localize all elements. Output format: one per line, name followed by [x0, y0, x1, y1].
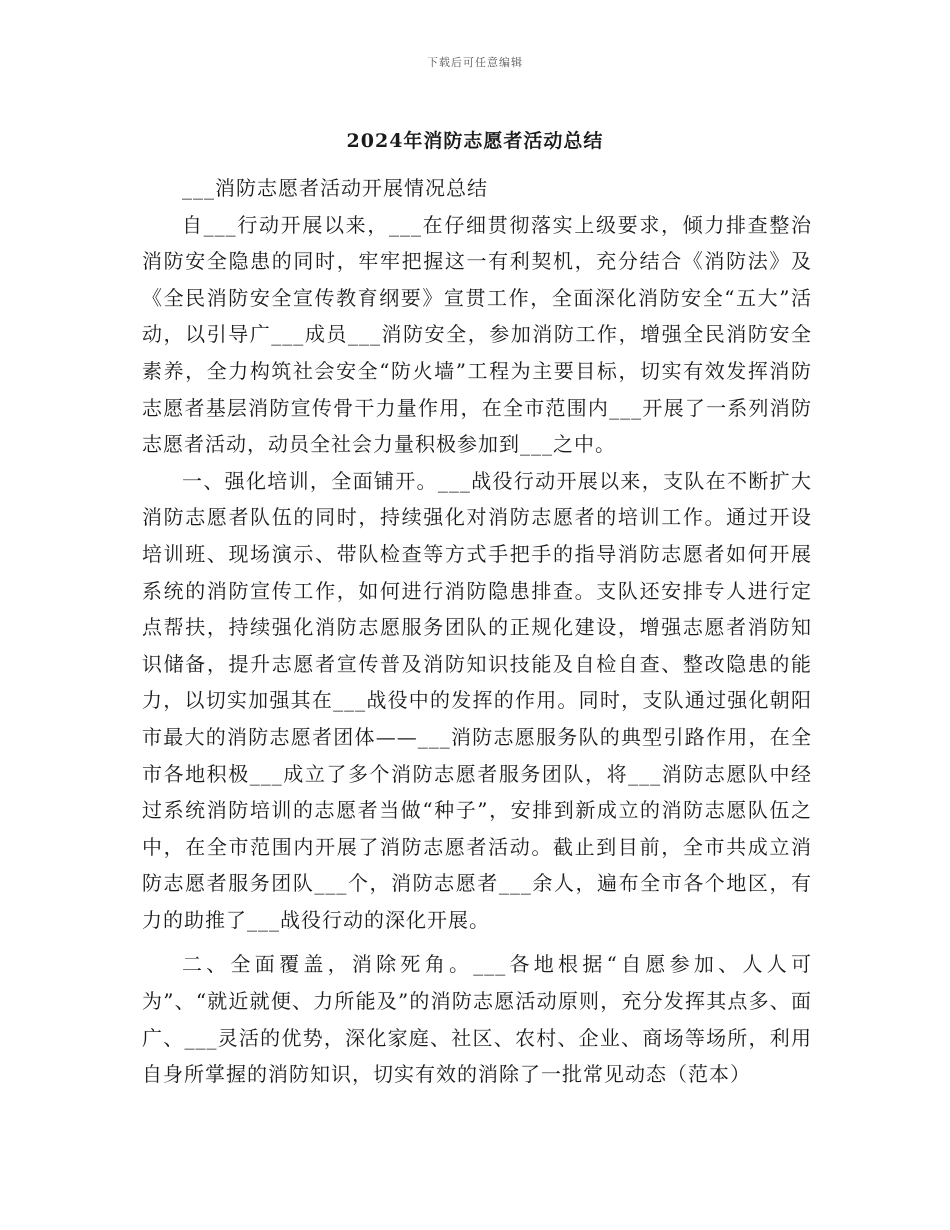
paragraph-section-two: 二、全面覆盖，消除死角。___各地根据“自愿参加、人人可为”、“就近就便、力所能及”的消防志愿活动原则，充分发挥其点多、面广、___灵活的优势，深化家庭、社区、农村、企业、商场等场所，利用自身所掌握的消防知识，切实有效的消除了一批常见动态（范本） [142, 952, 812, 1087]
document-title: 2024年消防志愿者活动总结 [346, 130, 604, 152]
document-subtitle: ___消防志愿者活动开展情况总结 [182, 176, 488, 200]
paragraph-intro: 自___行动开展以来，___在仔细贯彻落实上级要求，倾力排查整治消防安全隐患的同时，牢牢把握这一有利契机，充分结合《消防法》及《全民消防安全宣传教育纲要》宣贯工作，全面深化消防安全“五大”活动，以引导广___成员___消防安全，参加消防工作，增强全民消防安全素养，全力构筑社会安全“防火墙”工程为主要目标，切实有效发挥消防志愿者基层消防宣传骨干力量作用，在全市范围内___开展了一系列消防志愿者活动，动员全社会力量积极参加到___之中。 [142, 212, 812, 457]
page-header-note: 下载后可任意编辑 [427, 56, 523, 69]
document-body [142, 170, 812, 1093]
paragraph-section-one: 一、强化培训，全面铺开。___战役行动开展以来，支队在不断扩大消防志愿者队伍的同时，持续强化对消防志愿者的培训工作。通过开设培训班、现场演示、带队检查等方式手把手的指导消防志愿者如何开展系统的消防宣传工作，如何进行消防隐患排查。支队还安排专人进行定点帮扶，持续强化消防志愿服务团队的正规化建设，增强志愿者消防知识储备，提升志愿者宣传普及消防知识技能及自检自查、整改隐患的能力，以切实加强其在___战役中的发挥的作用。同时，支队通过强化朝阳市最大的消防志愿者团体——___消防志愿服务队的典型引路作用，在全市各地积极___成立了多个消防志愿者服务团队，将___消防志愿队中经过系统消防培训的志愿者当做“种子”，安排到新成立的消防志愿队伍之中，在全市范围内开展了消防志愿者活动。截止到目前，全市共成立消防志愿者服务团队___个，消防志愿者___余人，遍布全市各个地区，有力的助推了___战役行动的深化开展。 [142, 468, 812, 932]
